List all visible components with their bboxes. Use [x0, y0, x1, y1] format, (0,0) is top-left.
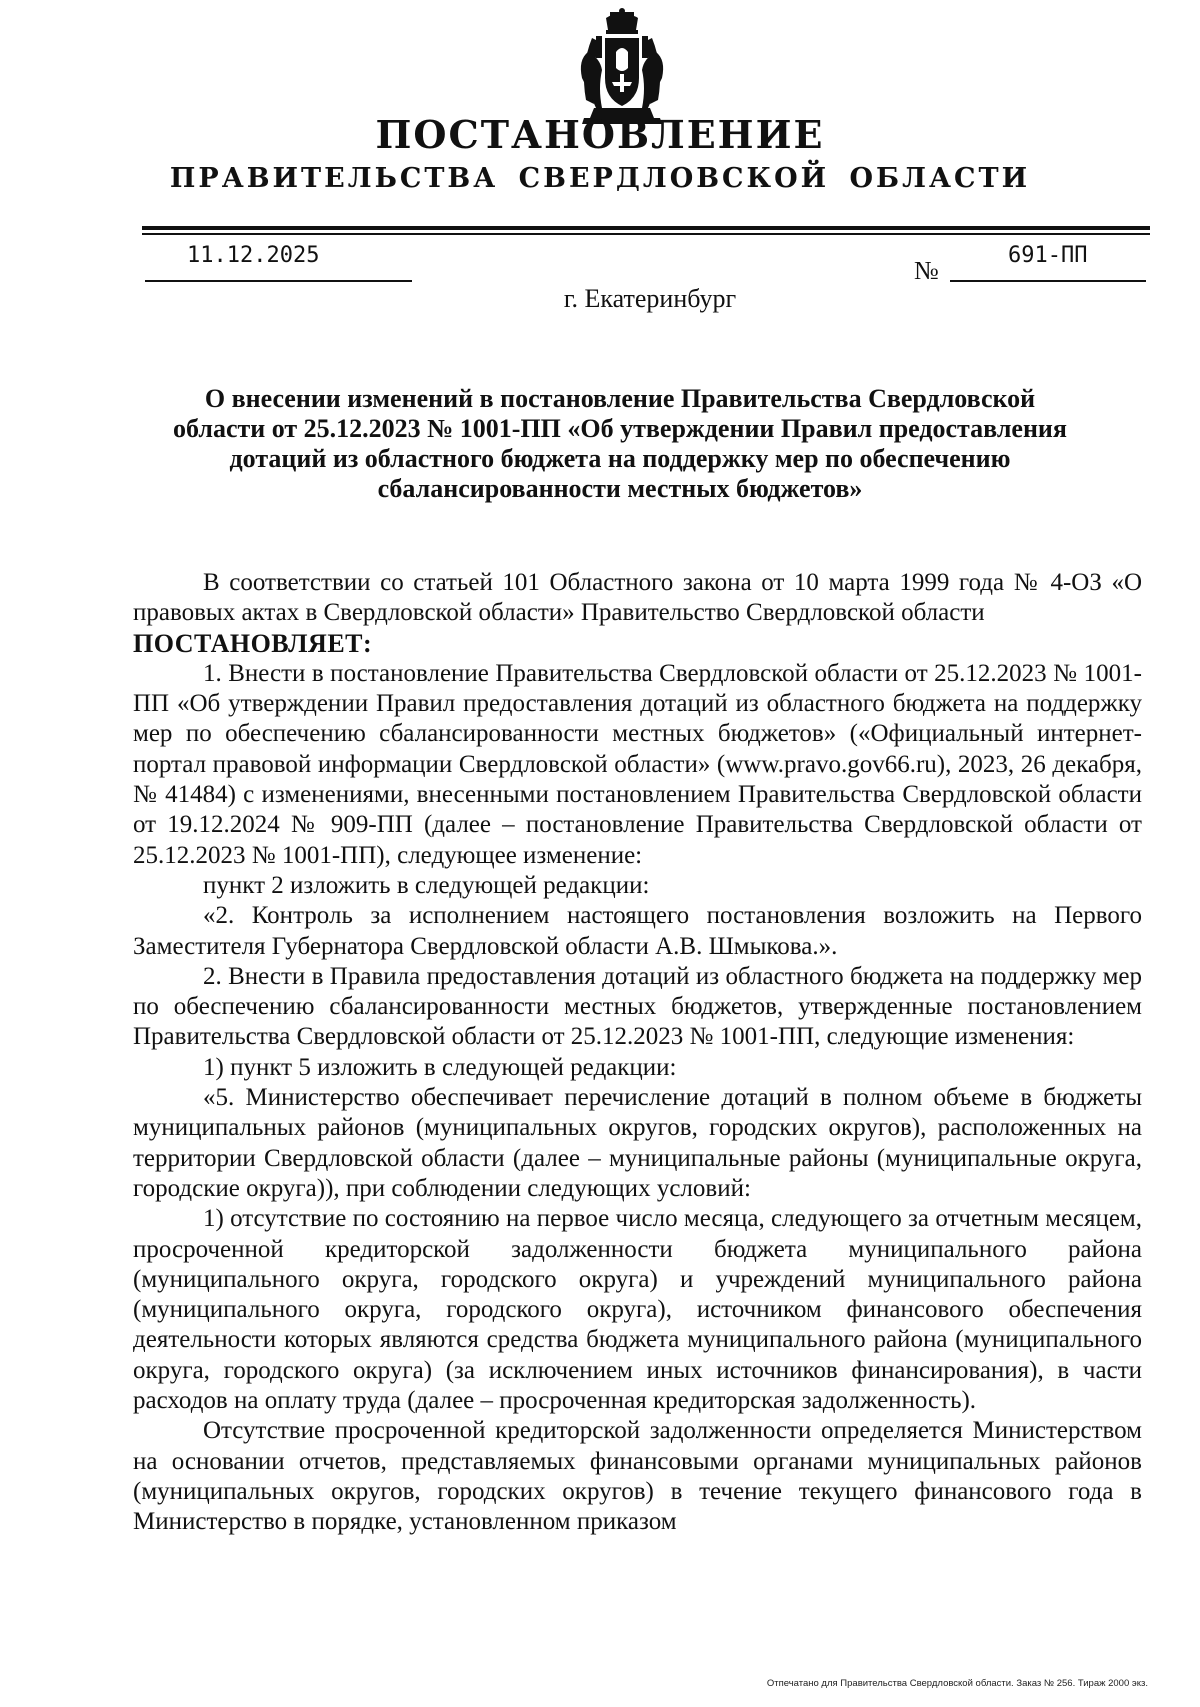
coat-of-arms-emblem — [572, 8, 672, 126]
body-paragraph: 1) отсутствие по состоянию на первое число месяца, следующего за отчетным месяцем, просроченной кредиторской задолженности бюджета муниципального района (муниципального округа, городского округа) и учреждений муниципального района (муниципального округа, городского округа), источником финансового обеспечения деятельности которых являются средства бюджета муниципального района (муниципального округа, городского округа) (за исключением иных источников финансирования), в части расходов на оплату труда (далее – просроченная кредиторская задолженность). — [133, 1205, 1142, 1415]
body-paragraph: «2. Контроль за исполнением настоящего постановления возложить на Первого Заместителя Губернатора Свердловской области А.В. Шмыкова.». — [133, 902, 1142, 960]
city-name: г. Екатеринбург — [563, 284, 737, 313]
date-underline — [145, 280, 412, 282]
number-sign: № — [914, 256, 939, 285]
document-number: 691-ПП — [1008, 243, 1088, 268]
body-paragraph: 1. Внести в постановление Правительства Свердловской области от 25.12.2023 № 1001-ПП «Об утверждении Правил предоставления дотаций из областного бюджета на поддержку мер по обеспечению сбалансированности местных бюджетов» («Официальный интернет-портал правовой информации Свердловской области» (www.pravo.gov66.ru), 2023, 26 декабря, № 41484) с изменениями, внесенными постановлением Правительства Свердловской области от 19.12.2024 № 909-ПП (далее – постановление Правительства Свердловской области от 25.12.2023 № 1001-ПП), следующее изменение: — [133, 659, 1142, 869]
document-heading: О внесении изменений в постановление Правительства Свердловской области от 25.12.2023 № 1001-ПП «Об утверждении Правил предоставления дотаций из областного бюджета на поддержку мер по обеспечению сбалансированности местных бюджетов» — [173, 384, 1067, 503]
document-body — [133, 568, 1142, 1538]
print-footer: Отпечатано для Правительства Свердловской области. Заказ № 256. Тираж 2000 экз. — [766, 1678, 1148, 1689]
document-title: ПОСТАНОВЛЕНИЕ — [375, 112, 825, 157]
body-paragraph: «5. Министерство обеспечивает перечисление дотаций в полном объеме в бюджеты муниципальных районов (муниципальных округов, городских округов), расположенных на территории Свердловской области (далее – муниципальные районы (муниципальные округа, городские округа)), при соблюдении следующих условий: — [133, 1084, 1142, 1202]
body-paragraph: Отсутствие просроченной кредиторской задолженности определяется Министерством на основании отчетов, представляемых финансовыми органами муниципальных районов (муниципальных округов, городских округов) в течение текущего финансового года в Министерство в порядке, установленном приказом — [133, 1417, 1142, 1536]
body-paragraph-preamble: В соответствии со статьей 101 Областного закона от 10 марта 1999 года № 4-ОЗ «О правовых актах в Свердловской области» Правительство Свердловской области — [133, 569, 1142, 627]
number-underline — [950, 280, 1146, 282]
document-date: 11.12.2025 — [187, 243, 320, 268]
header-rule-thick — [142, 226, 1150, 230]
body-decree-word: ПОСТАНОВЛЯЕТ: — [133, 628, 373, 658]
body-paragraph: 1) пункт 5 изложить в следующей редакции: — [203, 1053, 677, 1081]
body-paragraph: 2. Внести в Правила предоставления дотаций из областного бюджета на поддержку мер по обеспечению сбалансированности местных бюджетов, утвержденные постановлением Правительства Свердловской области от 25.12.2023 № 1001-ПП, следующие изменения: — [133, 962, 1142, 1051]
header-rule-thin — [142, 233, 1150, 235]
issuer-name: ПРАВИТЕЛЬСТВА СВЕРДЛОВСКОЙ ОБЛАСТИ — [169, 163, 1031, 194]
body-paragraph: пункт 2 изложить в следующей редакции: — [203, 871, 650, 899]
